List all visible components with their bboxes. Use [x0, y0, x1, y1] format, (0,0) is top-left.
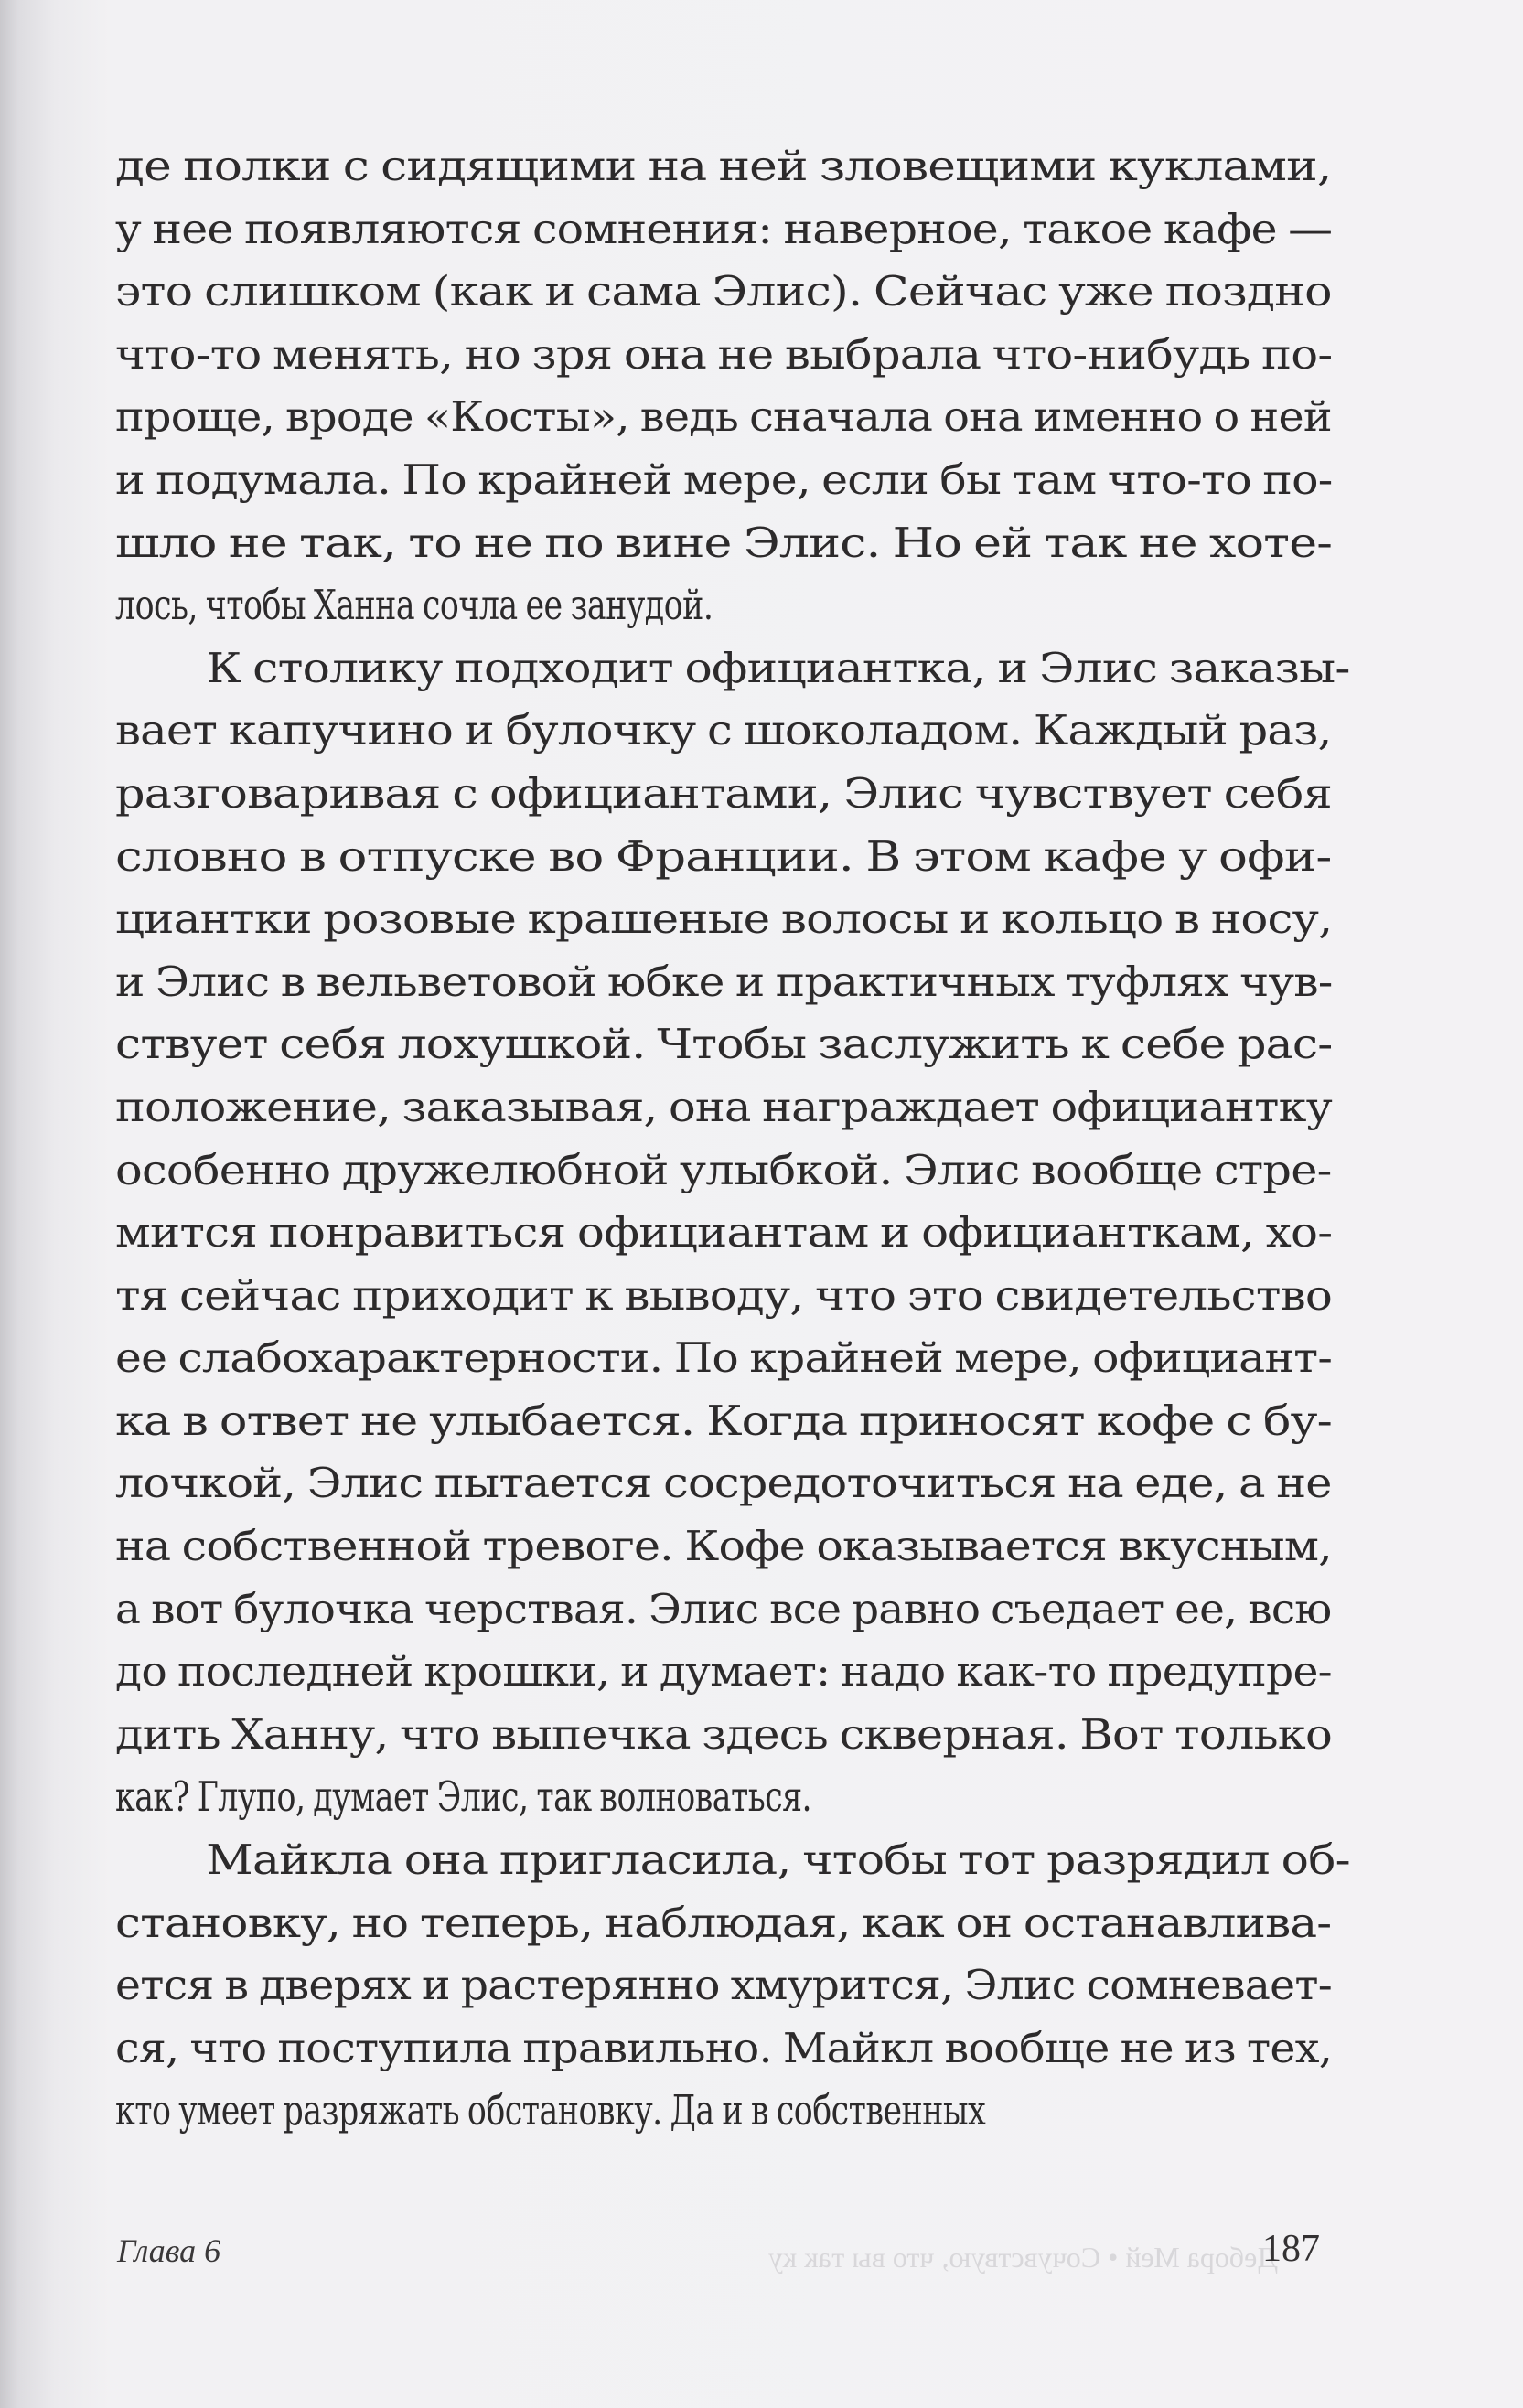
text-line: до последней крошки, и думает: надо как-то предупре- — [115, 1647, 1332, 1696]
text-line: ка в ответ не улыбается. Когда приносят кофе с бу- — [115, 1396, 1333, 1445]
text-line: К столику подходит официантка, и Элис заказы- — [206, 643, 1350, 692]
paragraph — [115, 637, 1350, 1829]
text-line: и Элис в вельветовой юбке и практичных туфлях чув- — [115, 957, 1333, 1006]
text-line: словно в отпуске во Франции. В этом кафе у офи- — [115, 831, 1332, 881]
running-footer-chapter: Глава 6 — [117, 2232, 221, 2269]
text-line: а вот булочка черствая. Элис все равно съедает ее, всю — [115, 1584, 1332, 1633]
text-line: ся, что поступила правильно. Майкл вообще не из тех, — [115, 2023, 1333, 2072]
text-line: разговаривая с официантами, Элис чувствует себя — [115, 768, 1332, 818]
text-line: ствует себя лохушкой. Чтобы заслужить к себе рас- — [115, 1020, 1333, 1069]
text-line: на собственной тревоге. Кофе оказывается вкусным, — [115, 1522, 1332, 1571]
text-line: это слишком (как и сама Элис). Сейчас уже поздно — [115, 267, 1332, 316]
body-text — [115, 135, 1350, 2143]
text-line: ее слабохарактерности. По крайней мере, официант- — [115, 1333, 1333, 1383]
text-line: тя сейчас приходит к выводу, что это свидетельство — [115, 1270, 1333, 1320]
bleed-through-text: Дебора Мей • Сочувствую, что вы так ку — [768, 2241, 1278, 2274]
text-line: становку, но теперь, наблюдая, как он останавлива- — [115, 1898, 1332, 1947]
text-line: вает капучино и булочку с шоколадом. Каждый раз, — [115, 706, 1332, 755]
text-line: проще, вроде «Косты», ведь сначала она именно о ней — [115, 392, 1332, 442]
paragraph — [115, 1829, 1350, 2143]
text-line: циантки розовые крашеные волосы и кольцо в носу, — [115, 894, 1333, 944]
text-line: шло не так, то не по вине Элис. Но ей так не хоте- — [115, 518, 1333, 567]
text-line: особенно дружелюбной улыбкой. Элис вообще стре- — [115, 1145, 1332, 1194]
page-number: 187 — [1262, 2228, 1320, 2270]
text-line: де полки с сидящими на ней зловещими куклами, — [115, 142, 1332, 190]
text-line: дить Ханну, что выпечка здесь скверная. Вот только — [115, 1709, 1333, 1759]
text-line: Майкла она пригласила, чтобы тот разрядил об- — [206, 1835, 1350, 1885]
text-line: и подумала. По крайней мере, если бы там что-то по- — [115, 455, 1333, 504]
text-line: мится понравиться официантам и официанткам, хо- — [115, 1208, 1333, 1258]
text-line: лочкой, Элис пытается сосредоточиться на еде, а не — [115, 1459, 1332, 1508]
text-line: у нее появляются сомнения: наверное, такое кафе — — [115, 204, 1333, 253]
text-line: лось, чтобы Ханна сочла ее занудой. — [115, 581, 713, 630]
text-line: положение, заказывая, она награждает официантку — [115, 1082, 1332, 1131]
text-line: что-то менять, но зря она не выбрала что-нибудь по- — [115, 329, 1333, 379]
paragraph — [115, 135, 1332, 637]
text-line: кто умеет разряжать обстановку. Да и в собственных — [115, 2086, 986, 2135]
text-line: ется в дверях и растерянно хмурится, Элис сомневает- — [115, 1961, 1333, 2010]
text-line: как? Глупо, думает Элис, так волноваться. — [115, 1772, 812, 1822]
